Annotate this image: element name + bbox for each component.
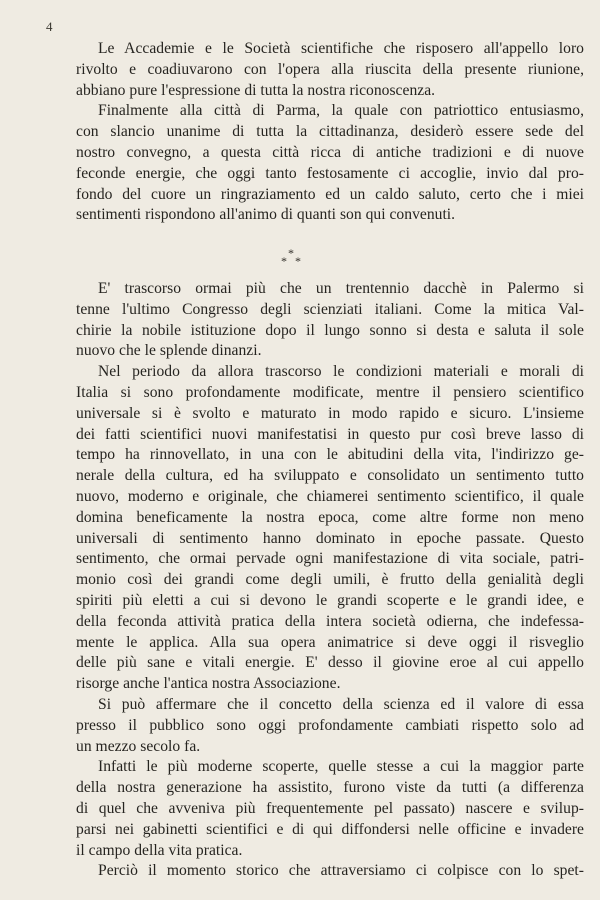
text-line: dei fatti scientifici nuovi manifestatisi in questo pur così breve lasso di [76, 425, 584, 443]
text-line: Italia si sono profondamente modificate, mentre il pensiero scientifico [76, 383, 584, 401]
text-line: Nel periodo da allora trascorso le condizioni materiali e morali di [98, 363, 584, 381]
text-line: fondo del cuore un ringraziamento ed un caldo saluto, certo che i miei [76, 185, 584, 203]
text-line: Le Accademie e le Società scientifiche che risposero all'appello loro [98, 40, 584, 57]
text-line: presso il pubblico sono oggi profondamente cambiati rispetto solo ad [76, 716, 584, 734]
text-line: rivolto e coadiuvarono con l'opera alla riuscita della presente riunione, [76, 60, 584, 78]
text-line: tenne l'ultimo Congresso degli scienziati italiani. Come la mitica Val- [76, 300, 584, 318]
text-line: tempo ha rinnovellato, in una con le abitudini della vita, l'indirizzo ge- [76, 446, 584, 464]
text-line: della feconda attività pratica della intera società odierna, che indefessa- [76, 612, 584, 630]
text-line: feconde energie, che oggi tanto festosamente ci accoglie, invio dal pro- [76, 164, 584, 182]
separator-star: * [281, 254, 287, 268]
separator-star: * [288, 246, 294, 260]
text-line: sentimenti rispondono all'animo di quanti son qui convenuti. [76, 206, 456, 224]
text-line: nerale della cultura, ed ha sviluppato e consolidato un sentimento tutto [76, 467, 584, 485]
text-line: con slancio unanime di tutta la cittadinanza, desiderò essere sede del [76, 123, 584, 141]
text-line: sentimento, che ormai pervade ogni manifestazione di vita sociale, patri- [76, 550, 584, 568]
text-line: domina beneficamente la nostra epoca, come altre forme non meno [76, 508, 584, 526]
text-line: universali di sentimento hanno dominato in epoche passate. Questo [76, 529, 584, 547]
text-line: universale si è svolto e maturato in modo rapido e sicuro. L'insieme [76, 404, 584, 422]
section-1-text [76, 39, 584, 226]
section-2-text [76, 279, 584, 882]
text-line: mente le applica. Alla sua opera animatrice si deve oggi il risveglio [76, 633, 584, 651]
text-line: risorge anche l'antica nostra Associazione. [76, 675, 341, 693]
text-line: E' trascorso ormai più che un trentennio dacchè in Palermo si [98, 280, 584, 297]
text-line: parsi nei gabinetti scientifici e di qui diffondersi nelle officine e invadere [76, 820, 584, 838]
page-number: 4 [46, 19, 53, 34]
separator-star: * [295, 254, 301, 268]
text-line: chirie la nobile istituzione dopo il lungo sonno si desta e saluta il sole [76, 321, 584, 339]
text-line: spiriti più eletti a cui si devono le grandi scoperte e le grandi idee, e [76, 591, 584, 609]
text-line: delle più sane e vitali energie. E' desso il giovine eroe al cui appello [76, 654, 584, 672]
text-line: Finalmente alla città di Parma, la quale con patriottico entusiasmo, [98, 102, 584, 120]
text-line: nuovo, moderno e originale, che chiamerei sentimento scientifico, il quale [76, 487, 584, 505]
text-line: nuovo che le splende dinanzi. [76, 342, 262, 360]
section-separator-asterism [280, 248, 304, 268]
text-line: nostro convegno, a questa città ricca di antiche tradizioni e di nuove [76, 143, 584, 161]
text-line: abbiano pure l'espressione di tutta la nostra riconoscenza. [76, 81, 436, 99]
text-line: Si può affermare che il concetto della scienza ed il valore di essa [98, 695, 584, 713]
text-line: Infatti le più moderne scoperte, quelle stesse a cui la maggior parte [98, 758, 584, 776]
text-line: Perciò il momento storico che attraversiamo ci colpisce con lo spet- [98, 862, 584, 880]
text-line: il campo della vita pratica. [76, 841, 243, 859]
text-line: di quel che avveniva più frequentemente pel passato) nascere e svilup- [76, 799, 584, 817]
text-line: monio così dei grandi come degli umili, è frutto della genialità degli [76, 571, 584, 589]
text-line: della nostra generazione ha assistito, furono viste da tutti (a differenza [76, 779, 584, 797]
text-line: un mezzo secolo fa. [76, 737, 201, 755]
